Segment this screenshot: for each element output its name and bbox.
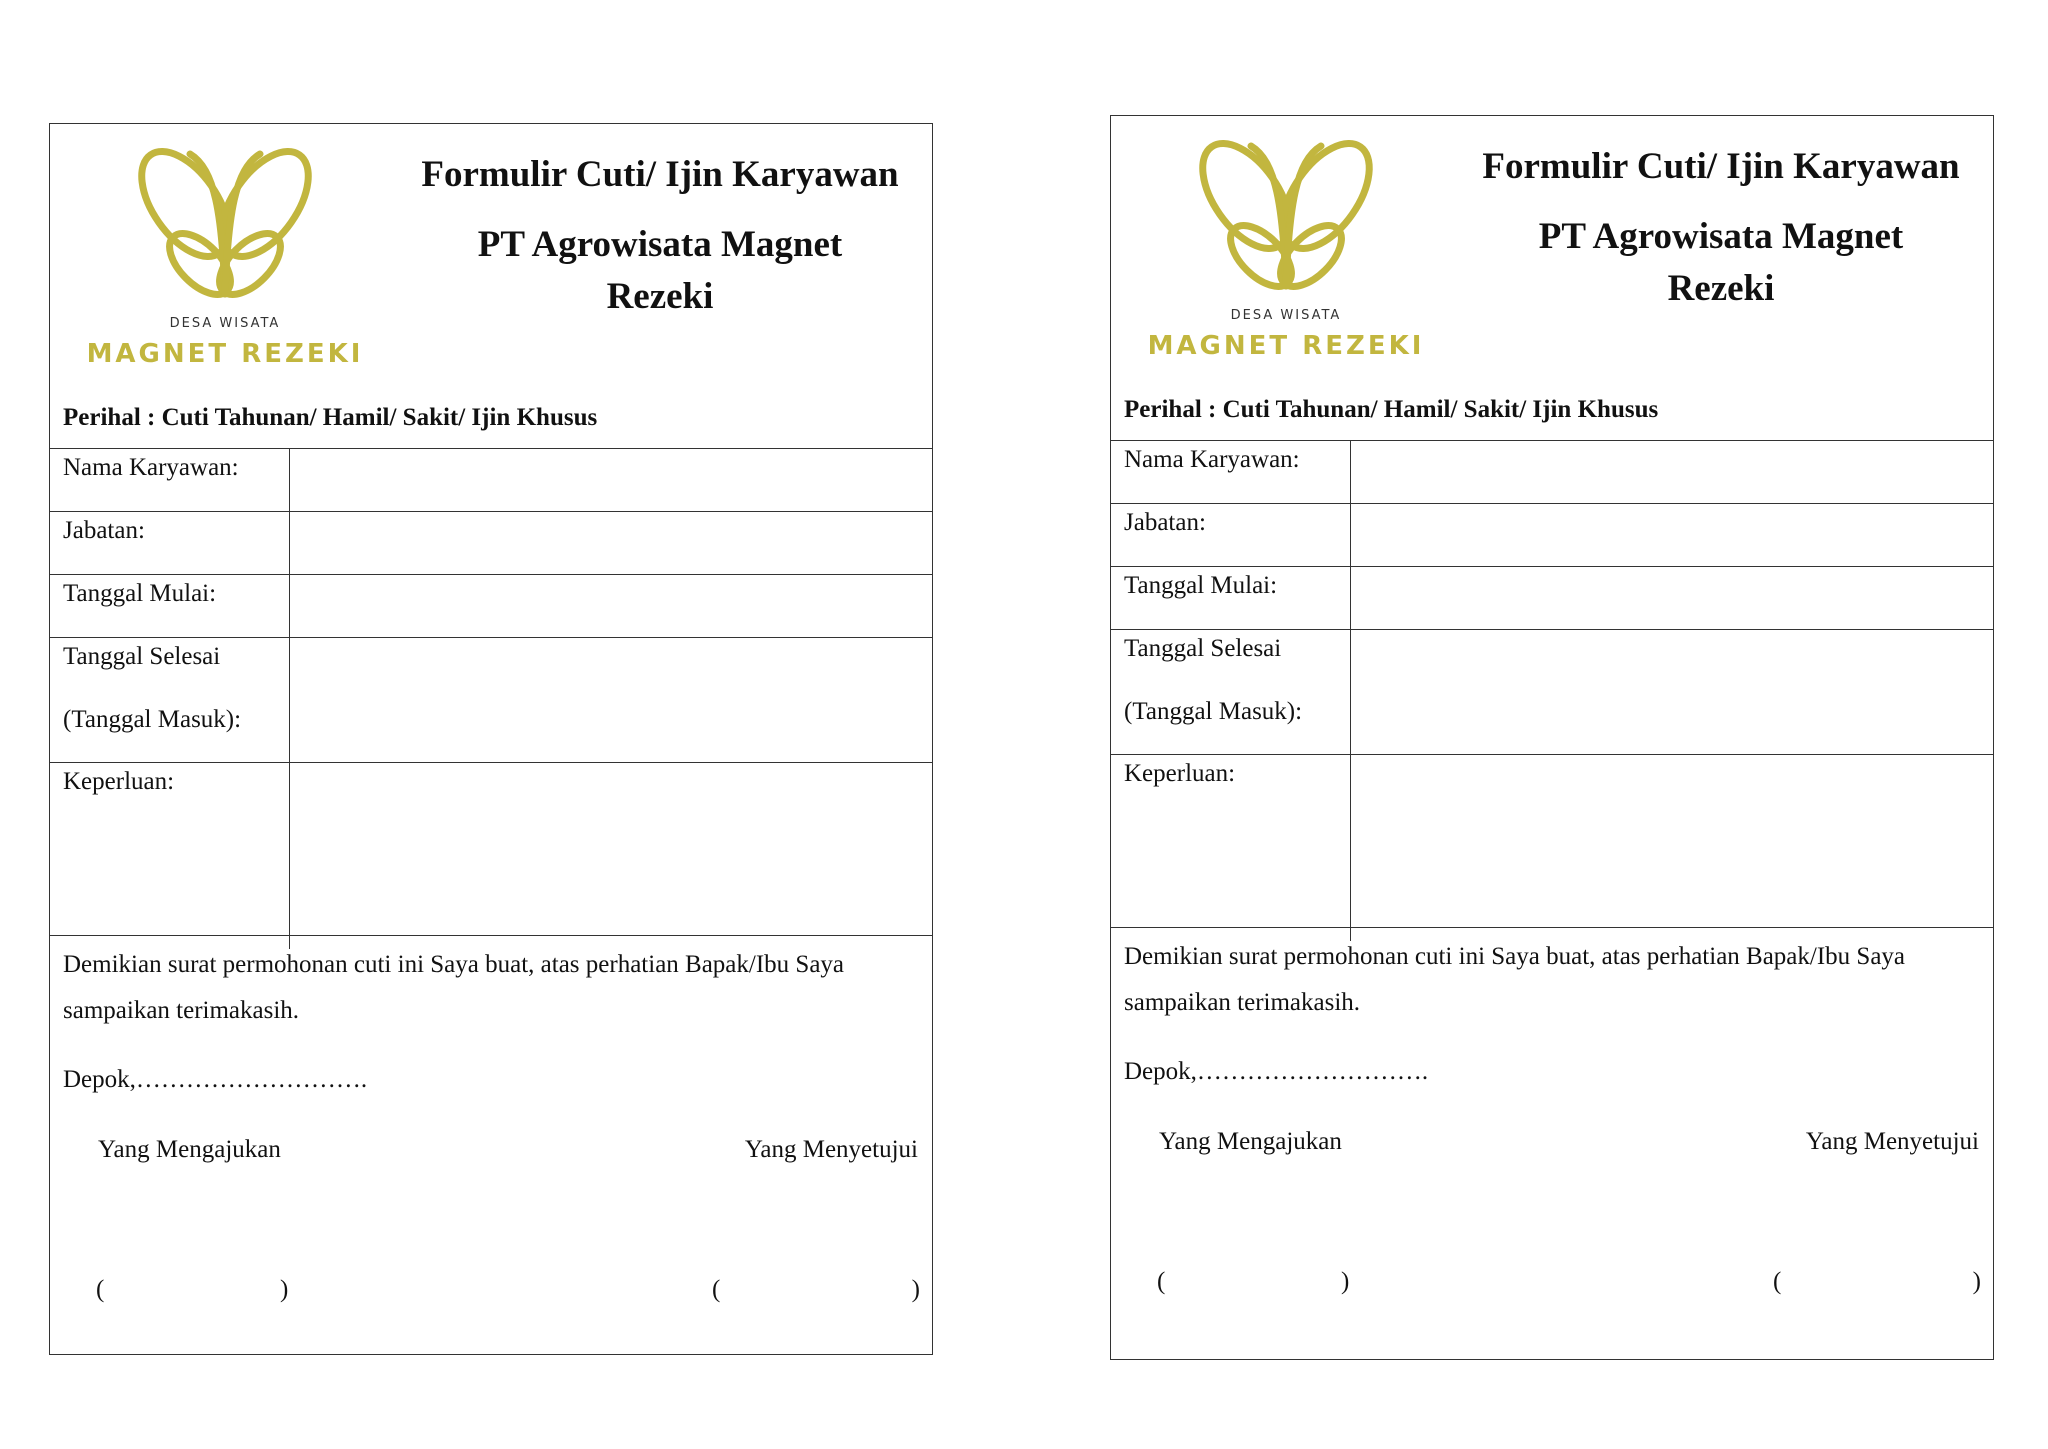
- leave-form-left: [49, 123, 933, 1355]
- form-header: [50, 124, 932, 369]
- approver-signature-close: ): [1972, 1268, 1981, 1295]
- field-label: Tanggal Mulai:: [50, 575, 290, 637]
- approver-signature-open: (: [1773, 1268, 1782, 1295]
- tanggal-selesai-field[interactable]: [1351, 630, 1993, 754]
- field-label: [50, 638, 290, 762]
- keperluan-field[interactable]: [1351, 755, 1993, 941]
- approver-label: Yang Menyetujui: [744, 1136, 918, 1163]
- form-title: Formulir Cuti/ Ijin Karyawan: [421, 154, 899, 195]
- form-fields-table: [1111, 440, 1993, 941]
- closing-text: Demikian surat permohonan cuti ini Saya buat, atas perhatian Bapak/Ibu Saya sampaikan terimakasih.: [63, 951, 845, 1024]
- form-title-block: [420, 149, 900, 323]
- field-row-tanggal-selesai: [50, 637, 932, 762]
- logo-subtitle: DESA WISATA: [1230, 308, 1342, 323]
- field-label: Keperluan:: [1111, 755, 1351, 941]
- applicant-label: Yang Mengajukan: [98, 1136, 281, 1163]
- field-label: Keperluan:: [50, 763, 290, 949]
- company-name: PT Agrowisata Magnet Rezeki: [1538, 216, 1904, 309]
- field-row-tanggal-mulai: [1111, 566, 1993, 629]
- field-row-nama: [1111, 440, 1993, 503]
- field-label: Tanggal Mulai:: [1111, 567, 1351, 629]
- applicant-signature-open: (: [1157, 1268, 1166, 1295]
- applicant-label: Yang Mengajukan: [1159, 1128, 1342, 1155]
- logo-name: MAGNET REZEKI: [1147, 331, 1425, 361]
- butterfly-logo-icon: [1191, 136, 1381, 301]
- field-label-line: Tanggal Selesai: [63, 643, 221, 670]
- nama-field[interactable]: [1351, 441, 1993, 503]
- jabatan-field[interactable]: [1351, 504, 1993, 566]
- field-row-tanggal-mulai: [50, 574, 932, 637]
- applicant-signature-open: (: [96, 1276, 105, 1303]
- form-header: [1111, 116, 1993, 361]
- place-date-line: Depok,……………………….: [63, 1066, 368, 1093]
- closing-section: [50, 935, 932, 1354]
- closing-section: [1111, 927, 1993, 1359]
- company-logo: [75, 144, 375, 369]
- field-label-line: (Tanggal Masuk):: [1124, 698, 1303, 725]
- field-label-line: Tanggal Selesai: [1124, 635, 1282, 662]
- field-row-tanggal-selesai: [1111, 629, 1993, 754]
- jabatan-field[interactable]: [290, 512, 932, 574]
- butterfly-logo-icon: [130, 144, 320, 309]
- tanggal-selesai-field[interactable]: [290, 638, 932, 762]
- keperluan-field[interactable]: [290, 763, 932, 949]
- logo-subtitle: DESA WISATA: [169, 316, 281, 331]
- field-row-jabatan: [50, 511, 932, 574]
- approver-signature-open: (: [712, 1276, 721, 1303]
- closing-text: Demikian surat permohonan cuti ini Saya buat, atas perhatian Bapak/Ibu Saya sampaikan terimakasih.: [1124, 943, 1906, 1016]
- nama-field[interactable]: [290, 449, 932, 511]
- form-fields-table: [50, 448, 932, 949]
- field-label-line: (Tanggal Masuk):: [63, 706, 242, 733]
- form-title: Formulir Cuti/ Ijin Karyawan: [1482, 146, 1960, 187]
- field-row-keperluan: [50, 762, 932, 949]
- field-label: Nama Karyawan:: [1111, 441, 1351, 503]
- place-date-line: Depok,……………………….: [1124, 1058, 1429, 1085]
- leave-form-right: [1110, 115, 1994, 1360]
- tanggal-mulai-field[interactable]: [1351, 567, 1993, 629]
- company-name: PT Agrowisata Magnet Rezeki: [477, 224, 843, 317]
- field-label: Jabatan:: [50, 512, 290, 574]
- perihal-line: Perihal : Cuti Tahunan/ Hamil/ Sakit/ Ijin Khusus: [1124, 396, 1659, 423]
- applicant-signature-close: ): [1341, 1268, 1350, 1295]
- field-row-jabatan: [1111, 503, 1993, 566]
- logo-name: MAGNET REZEKI: [86, 339, 364, 369]
- field-row-keperluan: [1111, 754, 1993, 941]
- approver-label: Yang Menyetujui: [1805, 1128, 1979, 1155]
- field-row-nama: [50, 448, 932, 511]
- tanggal-mulai-field[interactable]: [290, 575, 932, 637]
- field-label: Nama Karyawan:: [50, 449, 290, 511]
- approver-signature-close: ): [911, 1276, 920, 1303]
- field-label: Jabatan:: [1111, 504, 1351, 566]
- company-logo: [1136, 136, 1436, 361]
- field-label: [1111, 630, 1351, 754]
- perihal-line: Perihal : Cuti Tahunan/ Hamil/ Sakit/ Ijin Khusus: [63, 404, 598, 431]
- applicant-signature-close: ): [280, 1276, 289, 1303]
- form-title-block: [1481, 141, 1961, 315]
